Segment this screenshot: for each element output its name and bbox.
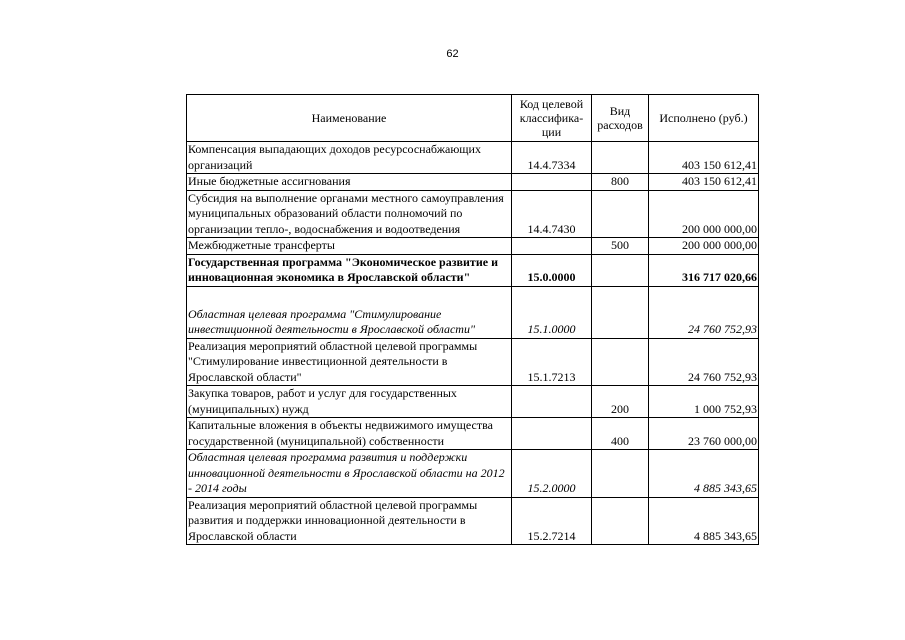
row-code: 15.2.0000 <box>512 450 592 498</box>
row-code: 15.1.0000 <box>512 286 592 338</box>
page-number: 62 <box>446 48 459 60</box>
row-code <box>512 386 592 418</box>
row-name: Реализация мероприятий областной целевой программы развития и поддержки инновационной деятельности в Ярославской области <box>187 497 512 545</box>
table-row <box>187 142 759 174</box>
row-type <box>592 142 649 174</box>
row-code: 14.4.7334 <box>512 142 592 174</box>
row-type: 800 <box>592 174 649 191</box>
row-name: Реализация мероприятий областной целевой программы "Стимулирование инвестиционной деятельности в Ярославской области" <box>187 338 512 386</box>
table-row <box>187 386 759 418</box>
row-type <box>592 338 649 386</box>
row-type: 200 <box>592 386 649 418</box>
row-amount: 200 000 000,00 <box>649 238 759 255</box>
row-name: Межбюджетные трансферты <box>187 238 512 255</box>
table-row <box>187 238 759 255</box>
row-type <box>592 190 649 238</box>
row-amount: 23 760 000,00 <box>649 418 759 450</box>
row-name: Областная целевая программа развития и поддержки инновационной деятельности в Ярославской области на 2012 - 2014 годы <box>187 450 512 498</box>
row-name: Закупка товаров, работ и услуг для государственных (муниципальных) нужд <box>187 386 512 418</box>
table-row-program <box>187 254 759 286</box>
row-type <box>592 450 649 498</box>
row-amount: 316 717 020,66 <box>649 254 759 286</box>
row-amount: 403 150 612,41 <box>649 174 759 191</box>
table-row-subprogram <box>187 286 759 338</box>
row-type <box>592 497 649 545</box>
row-code <box>512 174 592 191</box>
row-name: Компенсация выпадающих доходов ресурсоснабжающих организаций <box>187 142 512 174</box>
row-code <box>512 418 592 450</box>
row-amount: 24 760 752,93 <box>649 338 759 386</box>
row-amount: 200 000 000,00 <box>649 190 759 238</box>
row-code: 15.1.7213 <box>512 338 592 386</box>
row-amount: 403 150 612,41 <box>649 142 759 174</box>
row-type: 500 <box>592 238 649 255</box>
table-row <box>187 418 759 450</box>
table-row <box>187 338 759 386</box>
row-amount: 24 760 752,93 <box>649 286 759 338</box>
row-type: 400 <box>592 418 649 450</box>
header-amount: Исполнено (руб.) <box>649 95 759 142</box>
row-code: 15.2.7214 <box>512 497 592 545</box>
row-name: Государственная программа "Экономическое развитие и инновационная экономика в Ярославской области" <box>187 254 512 286</box>
row-amount: 4 885 343,65 <box>649 450 759 498</box>
row-name: Капитальные вложения в объекты недвижимого имущества государственной (муниципальной) собственности <box>187 418 512 450</box>
table-row <box>187 190 759 238</box>
row-code <box>512 238 592 255</box>
budget-table <box>186 94 759 545</box>
header-code: Код целевой классифика-ции <box>512 95 592 142</box>
table-header-row <box>187 95 759 142</box>
header-type: Вид расходов <box>592 95 649 142</box>
row-name: Субсидия на выполнение органами местного самоуправления муниципальных образований области полномочий по организации тепло-, водоснабжения и водоотведения <box>187 190 512 238</box>
row-type <box>592 286 649 338</box>
table-row-subprogram <box>187 450 759 498</box>
row-name: Областная целевая программа "Стимулирование инвестиционной деятельности в Ярославской области" <box>187 286 512 338</box>
row-name: Иные бюджетные ассигнования <box>187 174 512 191</box>
row-code: 14.4.7430 <box>512 190 592 238</box>
row-amount: 1 000 752,93 <box>649 386 759 418</box>
header-name: Наименование <box>187 95 512 142</box>
table-row <box>187 497 759 545</box>
row-amount: 4 885 343,65 <box>649 497 759 545</box>
row-type <box>592 254 649 286</box>
row-code: 15.0.0000 <box>512 254 592 286</box>
table-row <box>187 174 759 191</box>
